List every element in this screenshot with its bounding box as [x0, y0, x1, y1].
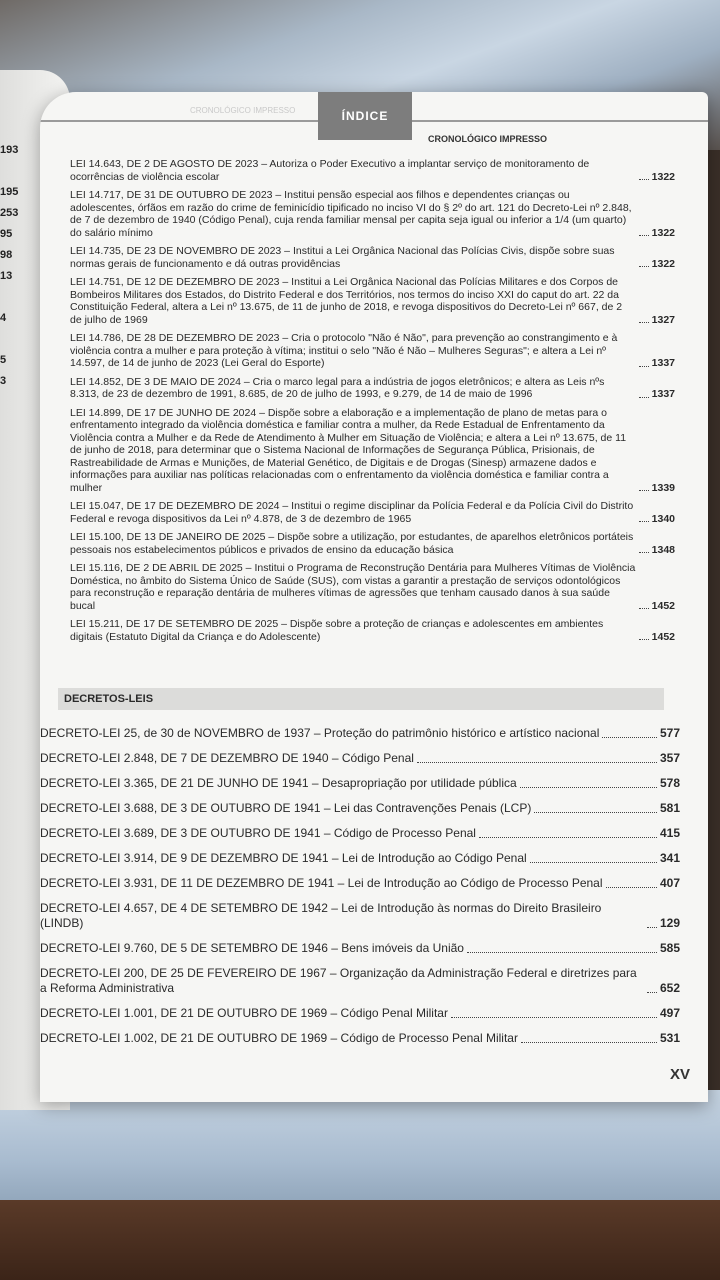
index-subtitle: CRONOLÓGICO IMPRESSO	[428, 134, 548, 144]
left-page-numbers	[0, 140, 18, 392]
decree-entry	[40, 876, 680, 891]
law-page: 1322	[651, 170, 675, 183]
leader-dots	[520, 787, 657, 788]
leader-dots	[639, 366, 649, 367]
decree-entry	[40, 801, 680, 816]
law-page: 1327	[651, 313, 675, 326]
leader-dots	[639, 490, 649, 491]
decree-entry	[40, 751, 680, 766]
left-page-number: 4	[0, 312, 7, 324]
decree-text: DECRETO-LEI 4.657, DE 4 DE SETEMBRO DE 1942 – Lei de Introdução às normas do Direito Brasileiro (LINDB)	[40, 901, 602, 930]
section-heading: DECRETOS-LEIS	[58, 688, 664, 710]
decree-entry	[40, 826, 680, 841]
law-entry	[70, 245, 675, 270]
background-floor	[0, 1200, 720, 1280]
decree-page: 581	[659, 801, 680, 815]
left-page-number: 195	[0, 186, 19, 198]
decree-text: DECRETO-LEI 200, DE 25 DE FEVEREIRO DE 1967 – Organização da Administração Federal e diretrizes para a Reforma Administrativa	[40, 966, 637, 995]
leader-dots	[639, 266, 649, 267]
decree-text: DECRETO-LEI 25, de 30 de NOVEMBRO de 1937 – Proteção do patrimônio histórico e artístico nacional	[40, 726, 600, 740]
law-entry	[70, 158, 675, 183]
decree-text: DECRETO-LEI 1.002, DE 21 DE OUTUBRO DE 1969 – Código de Processo Penal Militar	[40, 1031, 518, 1045]
law-text: LEI 14.717, DE 31 DE OUTUBRO DE 2023 – Institui pensão especial aos filhos e dependentes crianças ou adolescentes, órfãos em razão do crime de feminicídio tipificado no inciso VI do § 2º do art. 121 do Decreto-Lei nº 2.848, de 7 de dezembro de 1940 (Código Penal), cuja renda familiar mensal per capita seja igual ou inferior a 1/4 (um quarto) do salário mínimo	[70, 189, 632, 239]
decree-page: 407	[659, 876, 680, 890]
leader-dots	[534, 812, 657, 813]
left-page-number: 193	[0, 144, 19, 156]
law-entry	[70, 276, 675, 326]
leader-dots	[647, 992, 657, 993]
law-entry	[70, 562, 675, 612]
decree-page: 578	[659, 776, 680, 790]
law-entry	[70, 531, 675, 556]
decree-text: DECRETO-LEI 3.689, DE 3 DE OUTUBRO DE 1941 – Código de Processo Penal	[40, 826, 476, 840]
law-page: 1452	[651, 630, 675, 643]
law-text: LEI 15.211, DE 17 DE SETEMBRO DE 2025 – Dispõe sobre a proteção de crianças e adolescentes em ambientes digitais (Estatuto Digital da Criança e do Adolescente)	[70, 618, 604, 643]
decree-entry	[40, 726, 680, 741]
decree-page: 577	[659, 726, 680, 740]
leader-dots	[639, 179, 649, 180]
leader-dots	[639, 552, 649, 553]
law-page: 1339	[651, 481, 675, 494]
decree-entry	[40, 941, 680, 956]
decree-page: 129	[659, 916, 680, 930]
decree-text: DECRETO-LEI 2.848, DE 7 DE DEZEMBRO DE 1940 – Código Penal	[40, 751, 414, 765]
law-entry	[70, 407, 675, 495]
law-text: LEI 14.852, DE 3 DE MAIO DE 2024 – Cria o marco legal para a indústria de jogos eletrônicos; e altera as Leis nºs 8.313, de 23 de dezembro de 1991, 8.685, de 20 de julho de 1993, e 9.279, de 14 de maio de 1996	[70, 375, 605, 400]
decree-entry	[40, 776, 680, 791]
laws-list	[70, 158, 675, 649]
left-page-number: 3	[0, 375, 7, 387]
leader-dots	[451, 1017, 657, 1018]
left-page-number	[0, 329, 18, 350]
decree-entry	[40, 1006, 680, 1021]
law-entry	[70, 376, 675, 401]
law-text: LEI 15.116, DE 2 DE ABRIL DE 2025 – Institui o Programa de Reconstrução Dentária para Mulheres Vítimas de Violência Doméstica, no âmbito do Sistema Único de Saúde (SUS), com vistas a garantir a prestação de serviços odontológicos para reconstrução e reparação dentária de mulheres vítimas de agressões que tenham causado danos à sua saúde bucal	[70, 562, 636, 612]
leader-dots	[639, 235, 649, 236]
leader-dots	[639, 521, 649, 522]
law-text: LEI 14.735, DE 23 DE NOVEMBRO DE 2023 – Institui a Lei Orgânica Nacional das Polícias Civis, dispõe sobre suas normas gerais de funcionamento e dá outras providências	[70, 245, 615, 270]
leader-dots	[417, 762, 657, 763]
left-page-number: 253	[0, 207, 19, 219]
law-entry	[70, 500, 675, 525]
decrees-list	[40, 726, 680, 1056]
leader-dots	[647, 927, 657, 928]
bleed-through-text: CRONOLÓGICO IMPRESSO	[190, 106, 296, 115]
page-folio: XV	[669, 1066, 690, 1083]
law-page: 1452	[651, 599, 675, 612]
decree-page: 652	[659, 981, 680, 995]
decree-text: DECRETO-LEI 3.688, DE 3 DE OUTUBRO DE 1941 – Lei das Contravenções Penais (LCP)	[40, 801, 532, 815]
left-page-number	[0, 287, 18, 308]
decree-text: DECRETO-LEI 9.760, DE 5 DE SETEMBRO DE 1946 – Bens imóveis da União	[40, 941, 464, 955]
decree-text: DECRETO-LEI 1.001, DE 21 DE OUTUBRO DE 1969 – Código Penal Militar	[40, 1006, 448, 1020]
decree-text: DECRETO-LEI 3.365, DE 21 DE JUNHO DE 1941 – Desapropriação por utilidade pública	[40, 776, 517, 790]
decree-page: 497	[659, 1006, 680, 1020]
leader-dots	[521, 1042, 657, 1043]
decree-entry	[40, 901, 680, 931]
law-text: LEI 14.643, DE 2 DE AGOSTO DE 2023 – Autoriza o Poder Executivo a implantar serviço de monitoramento de ocorrências de violência escolar	[70, 158, 590, 183]
leader-dots	[467, 952, 657, 953]
left-page-number: 95	[0, 228, 13, 240]
decree-page: 357	[659, 751, 680, 765]
law-entry	[70, 332, 675, 370]
leader-dots	[639, 608, 649, 609]
leader-dots	[639, 397, 649, 398]
law-page: 1322	[651, 226, 675, 239]
index-tab: ÍNDICE	[318, 92, 412, 140]
law-page: 1337	[651, 357, 675, 369]
law-page: 1348	[651, 543, 675, 556]
decree-page: 341	[659, 851, 680, 865]
index-page	[40, 92, 708, 1102]
leader-dots	[530, 862, 657, 863]
law-entry	[70, 618, 675, 643]
decree-page: 531	[659, 1031, 680, 1045]
law-text: LEI 14.899, DE 17 DE JUNHO DE 2024 – Dispõe sobre a elaboração e a implementação de plano de metas para o enfrentamento integrado da violência doméstica e familiar contra a mulher, da Rede Estadual de Enfrentamento da Violência contra a Mulher e da Rede de Atendimento à Mulher em Situação de Violência; e altera a Lei nº 13.675, de 11 de junho de 2018, para determinar que o Sistema Nacional de Informações de Segurança Pública, Prisionais, de Rastreabilidade de Armas e Munições, de Material Genético, de Digitais e de Drogas (Sinesp) armazene dados e informações para auxiliar nas políticas relacionadas com o enfrentamento da violência doméstica e familiar contra a mulher	[70, 406, 627, 494]
law-text: LEI 14.786, DE 28 DE DEZEMBRO DE 2023 – Cria o protocolo "Não é Não", para prevenção ao constrangimento e à violência contra a mulher e para proteção à vítima; institui o selo "Não é Não – Mulheres Seguras"; e altera a Lei nº 14.597, de 14 de junho de 2023 (Lei Geral do Esporte)	[70, 332, 618, 369]
left-page-number: 13	[0, 270, 13, 282]
decree-entry	[40, 1031, 680, 1046]
leader-dots	[602, 737, 657, 738]
law-text: LEI 15.047, DE 17 DE DEZEMBRO DE 2024 – Institui o regime disciplinar da Polícia Federal e da Polícia Civil do Distrito Federal e revoga dispositivos da Lei nº 4.878, de 3 de dezembro de 1965	[70, 500, 634, 525]
law-entry	[70, 189, 675, 239]
left-page-number: 98	[0, 249, 13, 261]
decree-text: DECRETO-LEI 3.914, DE 9 DE DEZEMBRO DE 1941 – Lei de Introdução ao Código Penal	[40, 851, 527, 865]
decree-page: 585	[659, 941, 680, 955]
left-page-number	[0, 161, 18, 182]
law-page: 1340	[651, 512, 675, 525]
leader-dots	[639, 322, 649, 323]
decree-entry	[40, 966, 680, 996]
leader-dots	[606, 887, 657, 888]
law-page: 1337	[651, 388, 675, 400]
background-cloth-bottom	[0, 1090, 720, 1210]
leader-dots	[639, 639, 649, 640]
law-text: LEI 15.100, DE 13 DE JANEIRO DE 2025 – Dispõe sobre a utilização, por estudantes, de aparelhos eletrônicos portáteis pessoais nos estabelecimentos públicos e privados de ensino da educação básica	[70, 531, 634, 556]
law-text: LEI 14.751, DE 12 DE DEZEMBRO DE 2023 – Institui a Lei Orgânica Nacional das Polícias Militares e dos Corpos de Bombeiros Militares dos Estados, do Distrito Federal e dos Territórios, nos termos do inciso XXI do caput do art. 22 da Constituição Federal, altera a Lei nº 13.675, de 11 de junho de 2018, e revoga dispositivos do Decreto-Lei nº 667, de 2 de julho de 1969	[70, 276, 623, 326]
decree-text: DECRETO-LEI 3.931, DE 11 DE DEZEMBRO DE 1941 – Lei de Introdução ao Código de Processo Penal	[40, 876, 603, 890]
leader-dots	[479, 837, 657, 838]
law-page: 1322	[651, 257, 675, 270]
decree-entry	[40, 851, 680, 866]
decree-page: 415	[659, 826, 680, 840]
left-page-number: 5	[0, 354, 7, 366]
